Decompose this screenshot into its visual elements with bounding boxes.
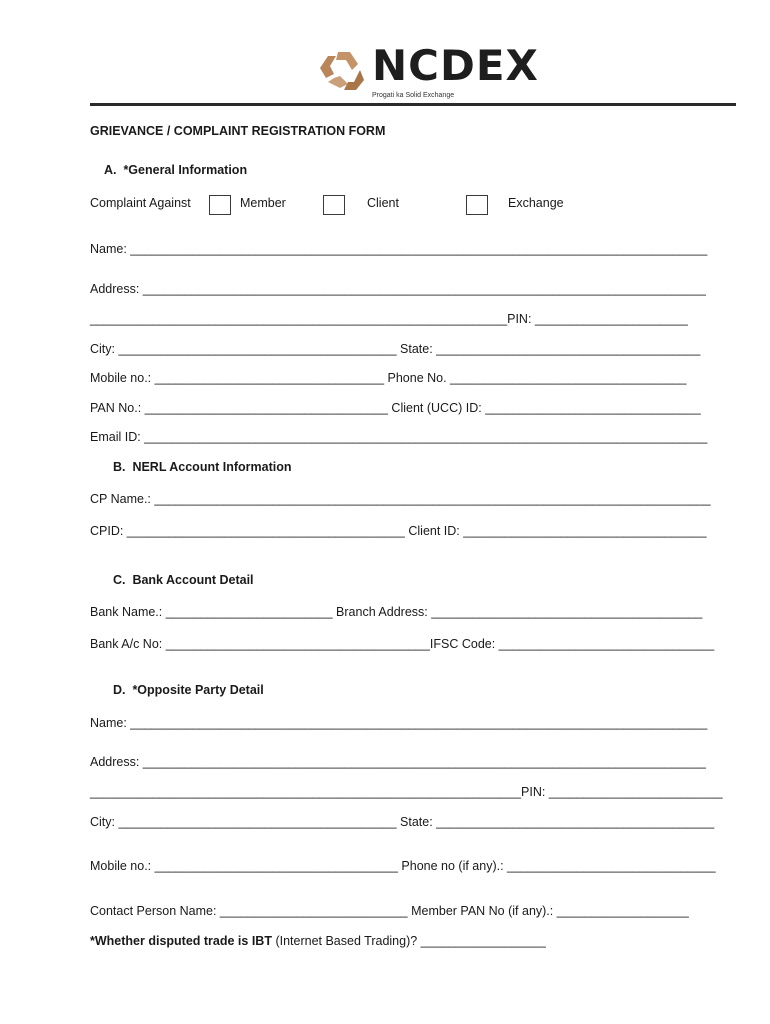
opposite-city-state-field[interactable]: City: ________________________________________ State: ________________________________________	[90, 815, 715, 829]
member-option-label: Member	[240, 196, 286, 210]
member-checkbox[interactable]	[209, 195, 231, 215]
pan-client-id-field[interactable]: PAN No.: ___________________________________ Client (UCC) ID: _______________________________	[90, 401, 701, 415]
section-a-heading: A. *General Information	[104, 163, 248, 177]
email-field[interactable]: Email ID: _________________________________________________________________________________	[90, 430, 708, 444]
section-b-heading: B. NERL Account Information	[113, 460, 292, 474]
logo-tagline: Progati ka Solid Exchange	[372, 92, 455, 99]
client-option-label: Client	[367, 196, 399, 210]
ibt-question-bold: *Whether disputed trade is IBT	[90, 934, 272, 948]
header-divider	[90, 103, 736, 106]
exchange-option-label: Exchange	[508, 196, 564, 210]
opposite-name-field[interactable]: Name: ___________________________________________________________________________________	[90, 716, 708, 730]
contact-person-pan-field[interactable]: Contact Person Name: ___________________________ Member PAN No (if any).: ___________________	[90, 904, 689, 918]
mobile-phone-field[interactable]: Mobile no.: _________________________________ Phone No. __________________________________	[90, 371, 687, 385]
bank-name-branch-field[interactable]: Bank Name.: ________________________ Branch Address: _______________________________________	[90, 605, 703, 619]
complaint-against-label: Complaint Against	[90, 196, 191, 210]
city-state-field[interactable]: City: ________________________________________ State: ______________________________________	[90, 342, 701, 356]
ibt-question[interactable]	[90, 934, 546, 949]
account-ifsc-field[interactable]: Bank A/c No: ______________________________________IFSC Code: _______________________________	[90, 637, 715, 651]
logo-wordmark: NCDEX	[372, 41, 539, 90]
name-field[interactable]: Name: ___________________________________________________________________________________	[90, 242, 708, 256]
section-d-heading: D. *Opposite Party Detail	[113, 683, 264, 697]
opposite-address-line2-pin-field[interactable]: ______________________________________________________________PIN: _________________________	[90, 785, 723, 799]
opposite-address-field[interactable]: Address: _________________________________________________________________________________	[90, 755, 706, 769]
cp-name-field[interactable]: CP Name.: ________________________________________________________________________________	[90, 492, 711, 506]
ncdex-logo	[316, 41, 539, 102]
recycle-emblem-icon	[318, 48, 366, 92]
address-line2-pin-field[interactable]: ____________________________________________________________PIN: ______________________	[90, 312, 688, 326]
opposite-mobile-phone-field[interactable]: Mobile no.: ___________________________________ Phone no (if any).: ______________________________	[90, 859, 716, 873]
client-checkbox[interactable]	[323, 195, 345, 215]
cpid-client-id-field[interactable]: CPID: ________________________________________ Client ID: ___________________________________	[90, 524, 707, 538]
form-title: GRIEVANCE / COMPLAINT REGISTRATION FORM	[90, 124, 386, 138]
section-c-heading: C. Bank Account Detail	[113, 573, 254, 587]
address-field[interactable]: Address: _________________________________________________________________________________	[90, 282, 706, 296]
ibt-question-rest: (Internet Based Trading)? __________________	[271, 934, 546, 948]
exchange-checkbox[interactable]	[466, 195, 488, 215]
